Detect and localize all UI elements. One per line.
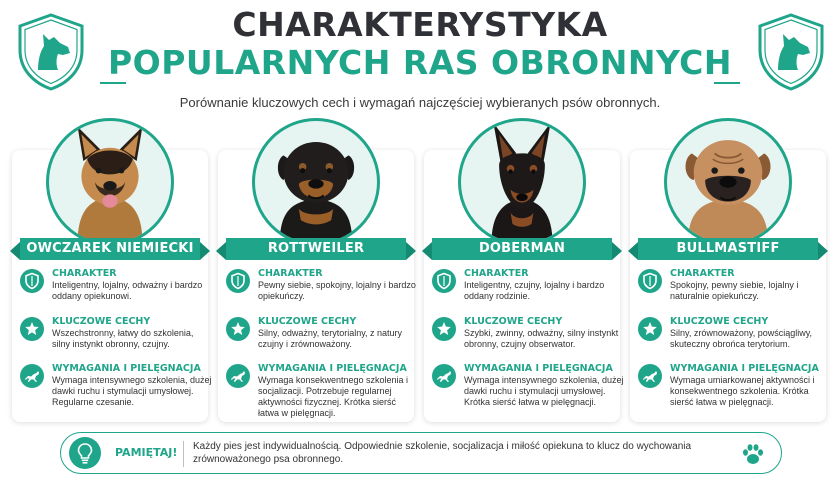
feature-heading: CHARAKTER [258, 268, 323, 279]
portrait-owczarek-niemiecki [46, 118, 174, 246]
feature-text: Szybki, zwinny, odważny, silny instynkt obronny, czujny obserwator. [464, 328, 619, 349]
doberman-illustration [461, 121, 583, 243]
breed-name: BULLMASTIFF [676, 241, 780, 256]
feature-text: Silny, zrównoważony, powściągliwy, skuteczny obrońca terytorium. [670, 328, 813, 349]
page-title [0, 6, 840, 82]
feature-text: Spokojny, pewny siebie, lojalny i naturalnie opiekuńczy. [670, 280, 799, 301]
title-line-1: CHARAKTERYSTYKA [232, 5, 608, 44]
feature-heading: WYMAGANIA I PIELĘGNACJA [52, 363, 201, 374]
feature-heading: KLUCZOWE CECHY [670, 316, 769, 327]
feature-heading: CHARAKTER [670, 268, 735, 279]
breed-name-ribbon [226, 238, 406, 260]
german-shepherd-illustration [49, 121, 171, 243]
running-dog-icon [432, 364, 456, 388]
breed-name: ROTTWEILER [267, 241, 365, 256]
reminder-label: PAMIĘTAJ! [115, 446, 178, 459]
feature-text: Inteligentny, lojalny, odważny i bardzo oddany opiekunowi. [52, 280, 203, 301]
title-rule-right [714, 82, 740, 84]
feature-text: Wymaga konsekwentnego szkolenia i socjalizacji. Potrzebuje regularnej aktywności fizycznej. Krótka sierść łatwa w pielęgnacji. [258, 375, 408, 418]
running-dog-icon [20, 364, 44, 388]
reminder-text: Każdy pies jest indywidualnością. Odpowiednie szkolenie, socjalizacja i miłość opiekuna to klucz do wychowania zrównoważonego psa obronnego. [193, 441, 692, 465]
feature-heading: KLUCZOWE CECHY [52, 316, 151, 327]
reminder-divider [183, 441, 184, 467]
feature-text: Inteligentny, czujny, lojalny i bardzo oddany rodzinie. [464, 280, 605, 301]
paw-icon [737, 438, 769, 470]
title-rule-left [100, 82, 126, 84]
star-icon [432, 317, 456, 341]
feature-text: Wymaga umiarkowanej aktywności i konsekwentnego szkolenia. Krótka sierść łatwa w pielęgnacji. [670, 375, 815, 407]
breed-name: DOBERMAN [478, 241, 566, 256]
rottweiler-illustration [255, 121, 377, 243]
shield-icon [20, 269, 44, 293]
feature-heading: WYMAGANIA I PIELĘGNACJA [258, 363, 407, 374]
feature-heading: KLUCZOWE CECHY [258, 316, 357, 327]
bullmastiff-illustration [667, 121, 789, 243]
star-icon [226, 317, 250, 341]
shield-icon [432, 269, 456, 293]
feature-text: Pewny siebie, spokojny, lojalny i bardzo opiekuńczy. [258, 280, 416, 301]
feature-heading: WYMAGANIA I PIELĘGNACJA [464, 363, 613, 374]
feature-text: Silny, odważny, terytorialny, z natury czujny i zrównoważony. [258, 328, 403, 349]
shield-icon [638, 269, 662, 293]
feature-text: Wszechstronny, łatwy do szkolenia, silny instynkt obronny, czujny. [52, 328, 194, 349]
star-icon [638, 317, 662, 341]
feature-heading: KLUCZOWE CECHY [464, 316, 563, 327]
breed-name-ribbon [20, 238, 200, 260]
star-icon [20, 317, 44, 341]
title-line-2: POPULARNYCH RAS OBRONNYCH [107, 43, 733, 82]
feature-text: Wymaga intensywnego szkolenia, dużej dawki ruchu i stymulacji umysłowej. Regularne czesanie. [52, 375, 212, 407]
feature-heading: WYMAGANIA I PIELĘGNACJA [670, 363, 819, 374]
breed-name-ribbon [432, 238, 612, 260]
portrait-rottweiler [252, 118, 380, 246]
breed-name: OWCZAREK NIEMIECKI [26, 241, 194, 256]
feature-text: Wymaga intensywnego szkolenia, dużej dawki ruchu i stymulacji umysłowej. Krótka sierść łatwa w pielęgnacji. [464, 375, 624, 407]
feature-heading: CHARAKTER [52, 268, 117, 279]
breed-name-ribbon [638, 238, 818, 260]
feature-heading: CHARAKTER [464, 268, 529, 279]
reminder-box [60, 432, 782, 474]
running-dog-icon [226, 364, 250, 388]
running-dog-icon [638, 364, 662, 388]
portrait-doberman [458, 118, 586, 246]
page-subtitle: Porównanie kluczowych cech i wymagań najczęściej wybieranych psów obronnych. [179, 95, 661, 110]
portrait-bullmastiff [664, 118, 792, 246]
lightbulb-icon [69, 437, 101, 469]
shield-icon [226, 269, 250, 293]
